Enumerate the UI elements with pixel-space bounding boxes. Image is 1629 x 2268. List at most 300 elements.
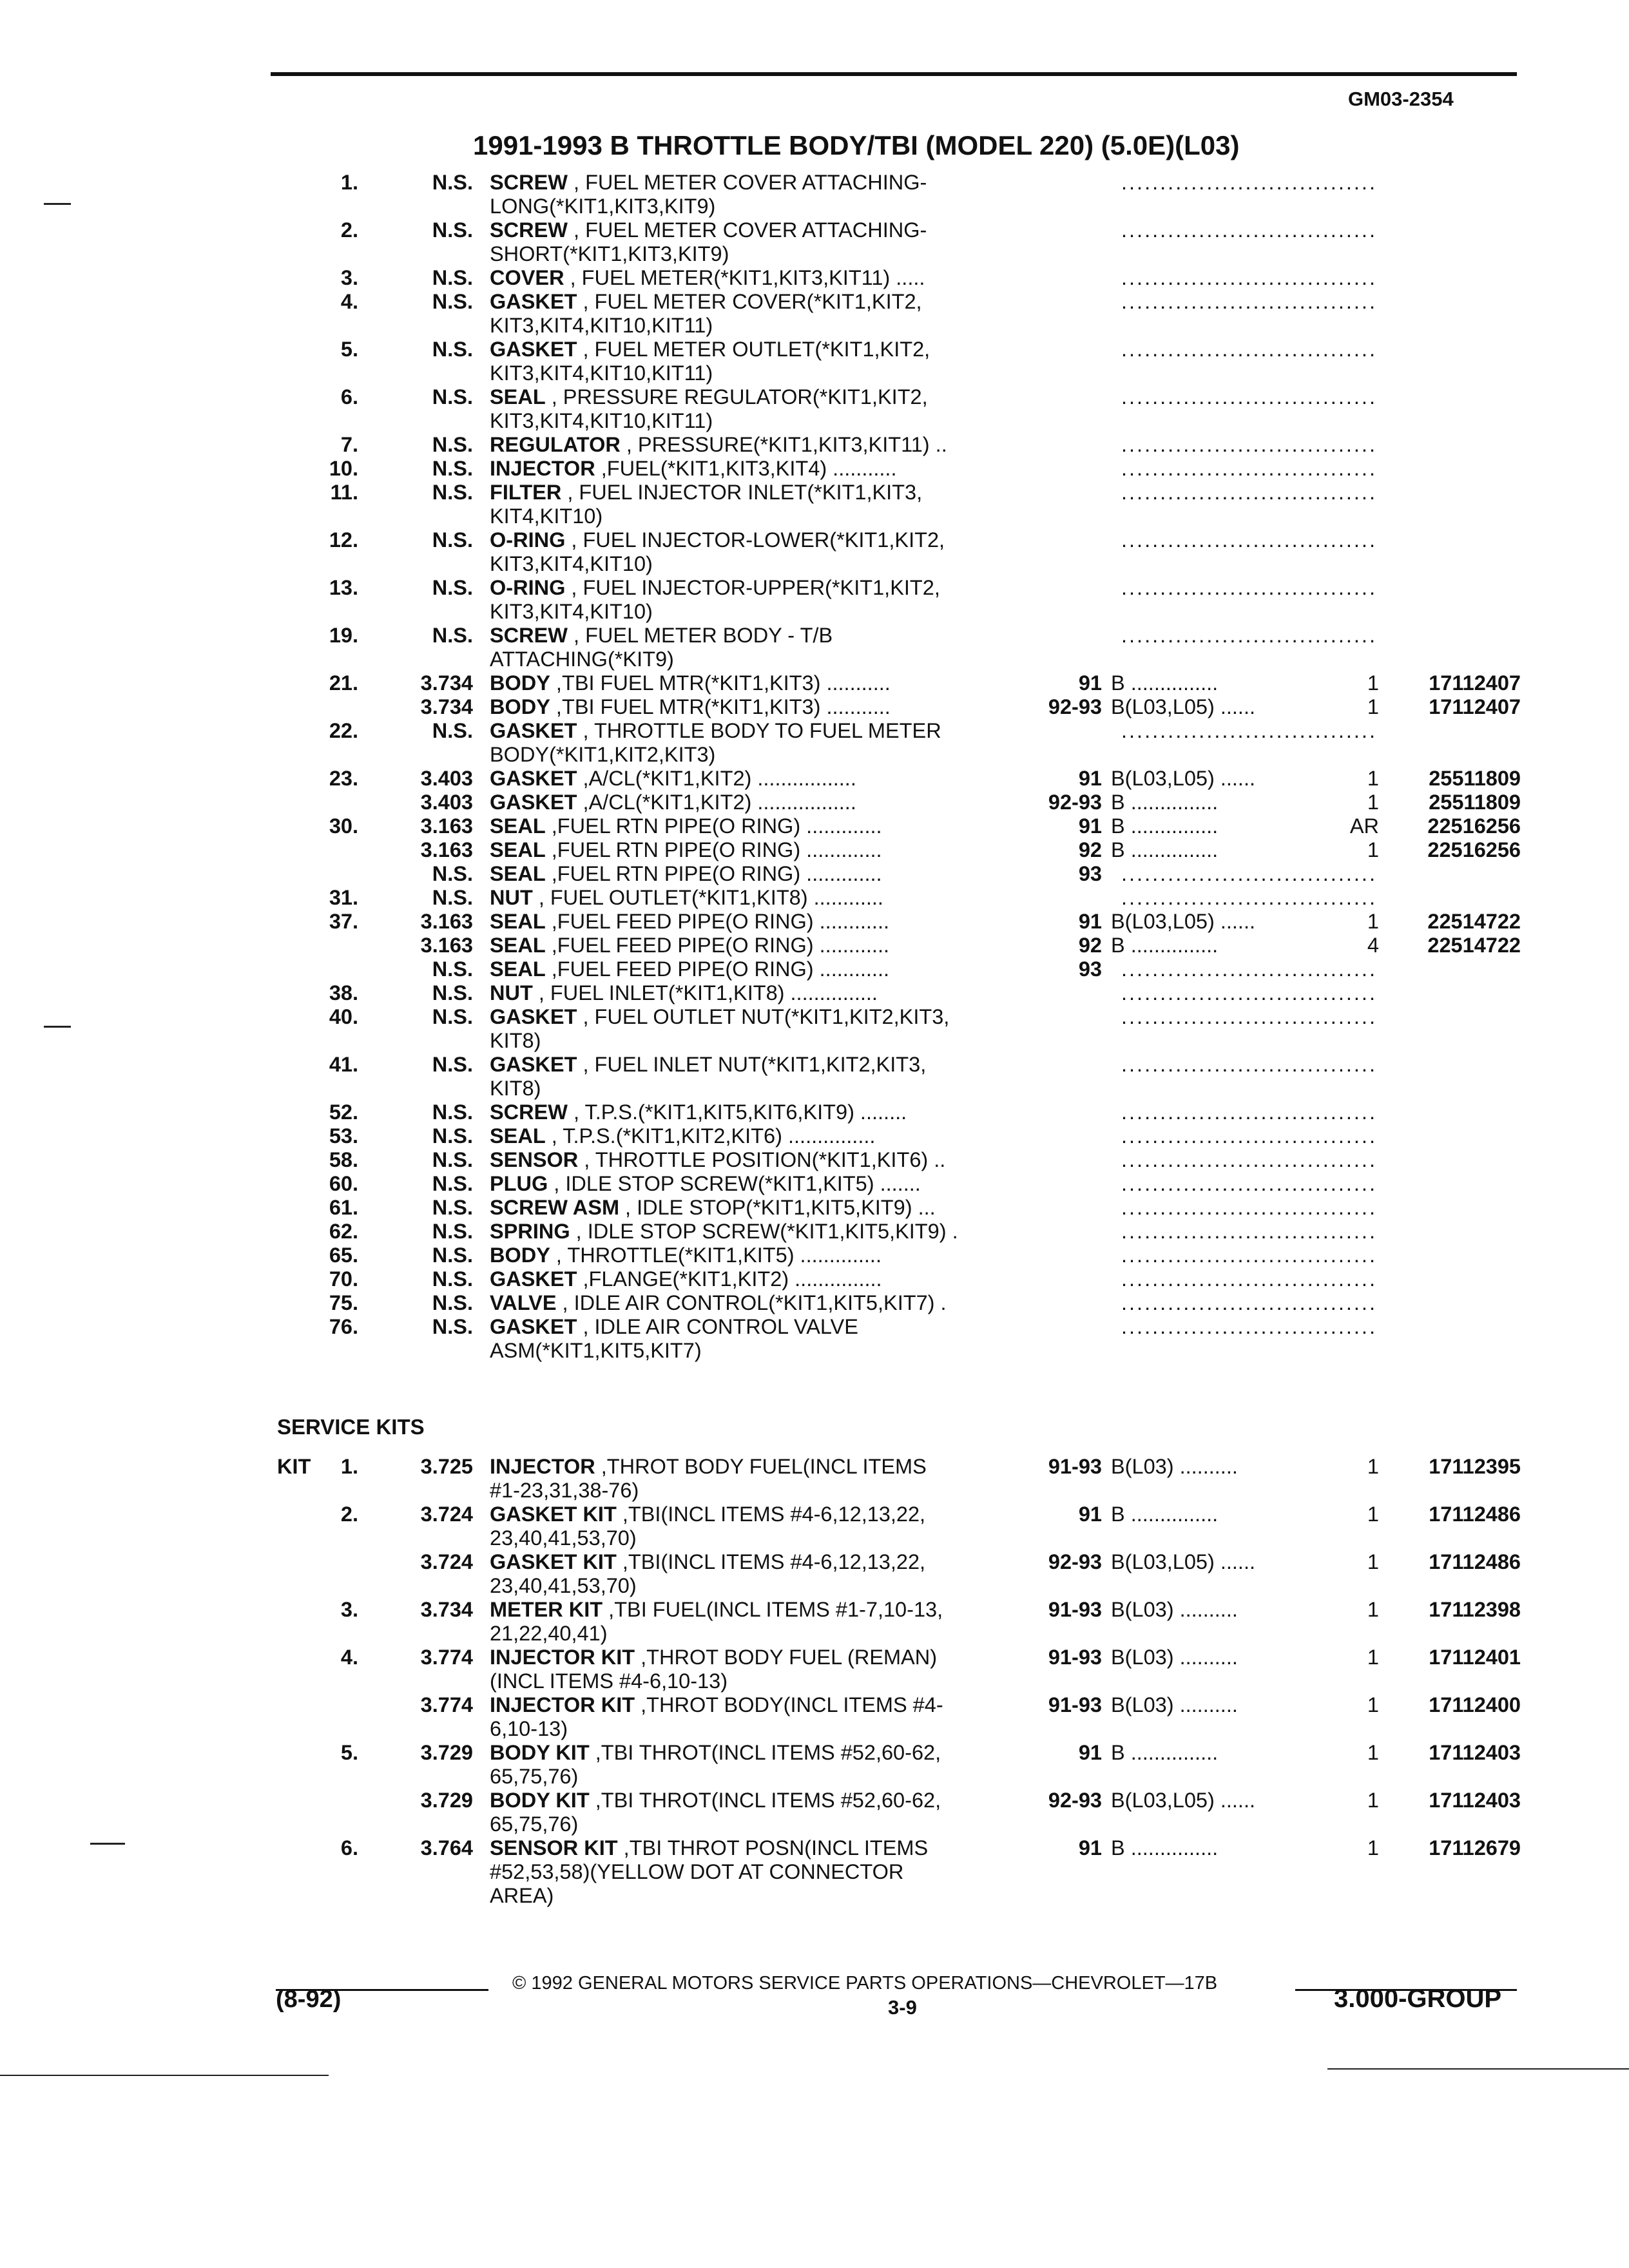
group-number: N.S. [432, 457, 473, 480]
part-row [0, 624, 1629, 671]
description [490, 886, 1044, 910]
description [490, 457, 1044, 481]
year-range: 92 [1078, 838, 1102, 861]
model-code-text: B [1111, 1741, 1125, 1764]
quantity: 1 [1367, 1455, 1379, 1478]
kit-row [0, 1836, 1629, 1908]
description [490, 1693, 1044, 1741]
group-number: 3.403 [420, 767, 473, 790]
group-number: N.S. [432, 1100, 473, 1124]
item-number: 22. [329, 719, 358, 742]
leader-dots: ............... [1124, 1741, 1219, 1764]
description-continued: #52,53,58)(YELLOW DOT AT CONNECTOR [490, 1860, 904, 1883]
model-code-text: B(L03,L05) [1111, 1789, 1215, 1812]
year-range: 93 [1078, 957, 1102, 981]
description [490, 671, 1044, 695]
item-number: 37. [329, 910, 358, 933]
group-number: 3.774 [420, 1693, 473, 1716]
leader-dots: ................................. [1121, 719, 1377, 742]
group-number: N.S. [432, 338, 473, 361]
part-number: 17112679 [1429, 1836, 1521, 1860]
part-row [0, 1267, 1629, 1291]
part-row [0, 1124, 1629, 1148]
description-line [490, 1741, 1044, 1765]
part-row [0, 910, 1629, 934]
leader-dots: .......... [1173, 1598, 1238, 1621]
part-description: , FUEL INLET NUT(*KIT1,KIT2,KIT3, [577, 1053, 927, 1076]
part-description: , FUEL OUTLET NUT(*KIT1,KIT2,KIT3, [577, 1005, 950, 1028]
description-line [490, 1005, 1044, 1029]
part-description: , FUEL METER BODY - T/B [567, 624, 833, 647]
part-row [0, 719, 1629, 767]
description-continued: KIT3,KIT4,KIT10) [490, 600, 653, 623]
description [490, 218, 1044, 266]
part-description: , FUEL METER COVER ATTACHING- [567, 218, 927, 242]
group-number: N.S. [432, 385, 473, 408]
part-description: , IDLE STOP(*KIT1,KIT5,KIT9) ... [619, 1196, 936, 1219]
part-description: , IDLE AIR CONTROL VALVE [577, 1315, 858, 1338]
item-number: 11. [330, 481, 358, 504]
part-description: , IDLE STOP SCREW(*KIT1,KIT5,KIT9) . [570, 1220, 958, 1243]
description-line [490, 1550, 1044, 1574]
part-row [0, 1220, 1629, 1244]
item-number: 61. [329, 1196, 358, 1219]
model-code [1111, 1550, 1369, 1574]
description-continued: LONG(*KIT1,KIT3,KIT9) [490, 195, 716, 218]
year-range: 92-93 [1048, 1550, 1102, 1573]
part-number: 17112400 [1429, 1693, 1521, 1716]
description-line [490, 433, 1044, 457]
part-number: 22514722 [1427, 934, 1521, 957]
item-number: 60. [329, 1172, 358, 1195]
part-description: ,TBI THROT(INCL ITEMS #52,60-62, [589, 1741, 941, 1764]
leader-dots: ............... [1124, 814, 1219, 838]
part-description: ,TBI THROT(INCL ITEMS #52,60-62, [589, 1789, 941, 1812]
part-description: , FUEL METER COVER ATTACHING- [567, 171, 927, 194]
description-line [490, 218, 1044, 242]
document-id: GM03-2354 [1348, 88, 1454, 110]
description [490, 1315, 1044, 1363]
quantity: 1 [1367, 1836, 1379, 1860]
part-row [0, 767, 1629, 791]
description-continued: ASM(*KIT1,KIT5,KIT7) [490, 1339, 702, 1362]
group-number: 3.724 [420, 1550, 473, 1573]
leader-dots: .......... [1173, 1455, 1238, 1478]
part-row [0, 171, 1629, 218]
leader-dots: ................................. [1121, 576, 1377, 599]
year-range: 91-93 [1048, 1693, 1102, 1716]
model-code [1111, 1503, 1369, 1526]
description [490, 576, 1044, 624]
leader-dots: ............... [1124, 838, 1219, 861]
description [490, 719, 1044, 767]
part-description: ,FUEL FEED PIPE(O RING) ............ [545, 934, 890, 957]
part-name: SCREW [490, 624, 568, 647]
part-name: GASKET [490, 1053, 577, 1076]
leader-dots: ............... [1124, 934, 1219, 957]
group-number: 3.163 [420, 910, 473, 933]
leader-dots: ................................. [1121, 338, 1377, 361]
leader-dots: ................................. [1121, 481, 1377, 504]
year-range: 91-93 [1048, 1646, 1102, 1669]
item-number: 23. [329, 767, 358, 790]
description-line [490, 862, 1044, 886]
model-code-text: B(L03,L05) [1111, 910, 1215, 933]
leader-dots: ................................. [1121, 886, 1377, 909]
description [490, 1220, 1044, 1244]
year-range: 91 [1078, 767, 1102, 790]
scan-mark-3 [90, 1843, 125, 1845]
description-continued: 65,75,76) [490, 1812, 579, 1836]
part-name: BODY KIT [490, 1741, 590, 1764]
description-continued: 21,22,40,41) [490, 1622, 608, 1645]
part-description: , IDLE STOP SCREW(*KIT1,KIT5) ....... [548, 1172, 921, 1195]
model-code-text: B [1111, 791, 1125, 814]
description [490, 838, 1044, 862]
service-kits-list [0, 1455, 1629, 1908]
item-number: 6. [340, 385, 358, 408]
part-number: 17112401 [1429, 1646, 1521, 1669]
group-number: N.S. [432, 1291, 473, 1314]
description-line [490, 1100, 1044, 1124]
group-number: N.S. [432, 1005, 473, 1028]
item-number: 75. [329, 1291, 358, 1314]
leader-dots: ................................. [1121, 528, 1377, 552]
group-number: N.S. [432, 1124, 473, 1148]
item-number: 5. [340, 338, 358, 361]
group-number: N.S. [432, 171, 473, 194]
part-description: ,THROT BODY(INCL ITEMS #4- [635, 1693, 943, 1716]
part-name: COVER [490, 266, 564, 289]
description-continued: SHORT(*KIT1,KIT3,KIT9) [490, 242, 729, 265]
description-line [490, 1789, 1044, 1812]
leader-dots: ............... [1124, 1836, 1219, 1860]
part-description: , FUEL METER COVER(*KIT1,KIT2, [577, 290, 922, 313]
item-number: 3. [340, 266, 358, 289]
part-description: , FUEL INJECTOR-UPPER(*KIT1,KIT2, [565, 576, 940, 599]
description-continued: KIT3,KIT4,KIT10,KIT11) [490, 409, 713, 432]
description [490, 910, 1044, 934]
model-code-text: B [1111, 1836, 1125, 1860]
leader-dots: ............... [1124, 1503, 1219, 1526]
part-row [0, 1244, 1629, 1267]
item-number: 38. [329, 981, 358, 1004]
part-row [0, 218, 1629, 266]
part-name: PLUG [490, 1172, 548, 1195]
year-range: 92 [1078, 934, 1102, 957]
description-continued: (INCL ITEMS #4-6,10-13) [490, 1669, 728, 1693]
group-number: 3.774 [420, 1646, 473, 1669]
part-description: ,FUEL RTN PIPE(O RING) ............. [545, 814, 882, 838]
part-description: ,TBI(INCL ITEMS #4-6,12,13,22, [616, 1503, 926, 1526]
description-line [490, 814, 1044, 838]
part-name: BODY [490, 1244, 550, 1267]
group-number: 3.163 [420, 814, 473, 838]
part-name: FILTER [490, 481, 562, 504]
group-number: N.S. [432, 957, 473, 981]
quantity: AR [1349, 814, 1379, 838]
group-number: 3.734 [420, 695, 473, 718]
group-number: N.S. [432, 1148, 473, 1171]
parts-list [0, 171, 1629, 1363]
description [490, 1598, 1044, 1646]
description-line [490, 1148, 1044, 1172]
description [490, 1244, 1044, 1267]
model-code-text: B(L03) [1111, 1693, 1174, 1716]
description-line [490, 528, 1044, 552]
item-number: 76. [329, 1315, 358, 1338]
kit-row [0, 1693, 1629, 1741]
part-name: VALVE [490, 1291, 557, 1314]
scan-mark-4 [0, 2075, 329, 2076]
year-range: 91 [1078, 1741, 1102, 1764]
leader-dots: ................................. [1121, 171, 1377, 194]
part-description: , FUEL METER(*KIT1,KIT3,KIT11) ..... [564, 266, 925, 289]
leader-dots: ................................. [1121, 1172, 1377, 1195]
quantity: 1 [1367, 1550, 1379, 1573]
leader-dots: ............... [1124, 671, 1219, 695]
description-line [490, 1267, 1044, 1291]
part-number: 22514722 [1427, 910, 1521, 933]
description-continued: #1-23,31,38-76) [490, 1479, 639, 1502]
part-description: ,A/CL(*KIT1,KIT2) ................. [577, 791, 856, 814]
description-continued: 23,40,41,53,70) [490, 1526, 637, 1550]
model-code-text: B [1111, 838, 1125, 861]
description-line [490, 481, 1044, 505]
leader-dots: ................................. [1121, 624, 1377, 647]
quantity: 1 [1367, 1693, 1379, 1716]
description [490, 1172, 1044, 1196]
part-row [0, 528, 1629, 576]
scan-mark-5 [1327, 2068, 1629, 2070]
group-number: N.S. [432, 433, 473, 456]
part-description: , PRESSURE(*KIT1,KIT3,KIT11) .. [620, 433, 947, 456]
part-row [0, 671, 1629, 695]
description-line [490, 385, 1044, 409]
part-number: 25511809 [1429, 791, 1521, 814]
quantity: 1 [1367, 910, 1379, 933]
part-row [0, 457, 1629, 481]
description-line [490, 1315, 1044, 1339]
part-name: INJECTOR [490, 1455, 595, 1478]
part-row [0, 1196, 1629, 1220]
description-line [490, 1646, 1044, 1669]
group-number: N.S. [432, 1315, 473, 1338]
quantity: 1 [1367, 838, 1379, 861]
description [490, 1741, 1044, 1789]
description-continued: KIT3,KIT4,KIT10,KIT11) [490, 361, 713, 385]
description-continued: 65,75,76) [490, 1765, 579, 1788]
model-code [1111, 1789, 1369, 1812]
leader-dots: ................................. [1121, 1053, 1377, 1076]
item-number: 4. [340, 1646, 358, 1669]
description [490, 1836, 1044, 1908]
year-range: 91-93 [1048, 1598, 1102, 1621]
part-description: ,TBI FUEL MTR(*KIT1,KIT3) ........... [550, 695, 891, 718]
description-line [490, 266, 1044, 290]
description-continued: BODY(*KIT1,KIT2,KIT3) [490, 743, 716, 766]
revision-date: (8-92) [276, 1986, 342, 2013]
description-line [490, 791, 1044, 814]
description-line [490, 171, 1044, 195]
part-description: ,A/CL(*KIT1,KIT2) ................. [577, 767, 856, 790]
description-continued: 23,40,41,53,70) [490, 1574, 637, 1597]
part-description: ,TBI(INCL ITEMS #4-6,12,13,22, [616, 1550, 926, 1573]
description [490, 1005, 1044, 1053]
part-row [0, 1172, 1629, 1196]
leader-dots: ................................. [1121, 1244, 1377, 1267]
part-name: GASKET [490, 1005, 577, 1028]
part-name: INJECTOR [490, 457, 595, 480]
part-name: SEAL [490, 862, 546, 885]
description-line [490, 624, 1044, 648]
group-number: N.S. [432, 528, 473, 552]
kit-row [0, 1646, 1629, 1693]
part-name: GASKET [490, 767, 577, 790]
description-line [490, 1172, 1044, 1196]
top-rule [271, 72, 1517, 76]
leader-dots: ................................. [1121, 1196, 1377, 1219]
description-continued: ATTACHING(*KIT9) [490, 648, 674, 671]
description [490, 1550, 1044, 1598]
leader-dots: .......... [1173, 1646, 1238, 1669]
part-number: 25511809 [1429, 767, 1521, 790]
part-name: SCREW ASM [490, 1196, 620, 1219]
item-number: 21. [329, 671, 358, 695]
part-name: SEAL [490, 934, 546, 957]
part-name: O-RING [490, 576, 566, 599]
item-number: 4. [340, 290, 358, 313]
group-number: 3.764 [420, 1836, 473, 1860]
quantity: 1 [1367, 1503, 1379, 1526]
group-number: 3.734 [420, 671, 473, 695]
part-name: SEAL [490, 910, 546, 933]
leader-dots: ................................. [1121, 266, 1377, 289]
description [490, 1291, 1044, 1315]
part-row [0, 934, 1629, 957]
part-row [0, 266, 1629, 290]
quantity: 1 [1367, 1789, 1379, 1812]
group-number: N.S. [432, 1172, 473, 1195]
description [490, 1455, 1044, 1503]
leader-dots: ...... [1214, 767, 1256, 790]
item-number: 2. [340, 218, 358, 242]
part-number: 17112486 [1429, 1503, 1521, 1526]
description [490, 1124, 1044, 1148]
part-description: , FUEL INLET(*KIT1,KIT8) ............... [532, 981, 878, 1004]
model-code [1111, 1455, 1369, 1479]
group-number: 3.724 [420, 1503, 473, 1526]
quantity: 1 [1367, 1741, 1379, 1764]
part-name: SCREW [490, 1100, 568, 1124]
group-number: 3.403 [420, 791, 473, 814]
part-row [0, 1053, 1629, 1100]
scan-mark-1 [44, 203, 71, 205]
description [490, 481, 1044, 528]
description-line [490, 886, 1044, 910]
part-row [0, 338, 1629, 385]
model-code [1111, 1836, 1369, 1860]
group-number: 3.729 [420, 1789, 473, 1812]
description [490, 624, 1044, 671]
part-row [0, 814, 1629, 838]
part-row [0, 1148, 1629, 1172]
description [490, 266, 1044, 290]
description-line [490, 576, 1044, 600]
part-name: GASKET [490, 791, 577, 814]
part-name: GASKET [490, 338, 577, 361]
leader-dots: ...... [1214, 1789, 1256, 1812]
year-range: 91 [1078, 1836, 1102, 1860]
description-continued: 6,10-13) [490, 1717, 568, 1740]
leader-dots: ................................. [1121, 1315, 1377, 1338]
quantity: 1 [1367, 791, 1379, 814]
description [490, 862, 1044, 886]
service-kits-heading: SERVICE KITS [277, 1415, 425, 1439]
item-number: 31. [329, 886, 358, 909]
leader-dots: ...... [1214, 695, 1256, 718]
model-code-text: B(L03) [1111, 1455, 1174, 1478]
item-number: 30. [329, 814, 358, 838]
description-line [490, 957, 1044, 981]
part-description: , FUEL INJECTOR-LOWER(*KIT1,KIT2, [565, 528, 945, 552]
description-line [490, 338, 1044, 361]
item-number: 1. [340, 1455, 358, 1478]
kit-row [0, 1550, 1629, 1598]
leader-dots: ................................. [1121, 1005, 1377, 1028]
model-code [1111, 1598, 1369, 1622]
description [490, 1053, 1044, 1100]
part-description: ,FLANGE(*KIT1,KIT2) ............... [577, 1267, 882, 1291]
model-code-text: B [1111, 671, 1125, 695]
quantity: 1 [1367, 671, 1379, 695]
kit-row [0, 1598, 1629, 1646]
part-number: 17112407 [1429, 671, 1521, 695]
description-line [490, 457, 1044, 481]
part-row [0, 481, 1629, 528]
model-code [1111, 671, 1369, 695]
item-number: 1. [340, 171, 358, 194]
leader-dots: ................................. [1121, 1124, 1377, 1148]
description-line [490, 1503, 1044, 1526]
part-name: GASKET KIT [490, 1550, 617, 1573]
group-number: N.S. [432, 719, 473, 742]
group-number: N.S. [432, 862, 473, 885]
model-code [1111, 934, 1369, 957]
part-description: , THROTTLE BODY TO FUEL METER [577, 719, 941, 742]
description [490, 1196, 1044, 1220]
description [490, 934, 1044, 957]
description-continued: KIT8) [490, 1029, 541, 1052]
group-number: N.S. [432, 624, 473, 647]
description-line [490, 910, 1044, 934]
kit-row [0, 1455, 1629, 1503]
group-number: N.S. [432, 1267, 473, 1291]
item-number: 13. [329, 576, 358, 599]
description-line [490, 719, 1044, 743]
quantity: 4 [1367, 934, 1379, 957]
part-row [0, 576, 1629, 624]
item-number: 41. [329, 1053, 358, 1076]
model-code-text: B(L03,L05) [1111, 767, 1215, 790]
part-description: , THROTTLE(*KIT1,KIT5) .............. [550, 1244, 882, 1267]
kit-row [0, 1741, 1629, 1789]
part-description: , PRESSURE REGULATOR(*KIT1,KIT2, [545, 385, 928, 408]
description [490, 171, 1044, 218]
leader-dots: ................................. [1121, 290, 1377, 313]
part-row [0, 1291, 1629, 1315]
part-name: SCREW [490, 171, 568, 194]
